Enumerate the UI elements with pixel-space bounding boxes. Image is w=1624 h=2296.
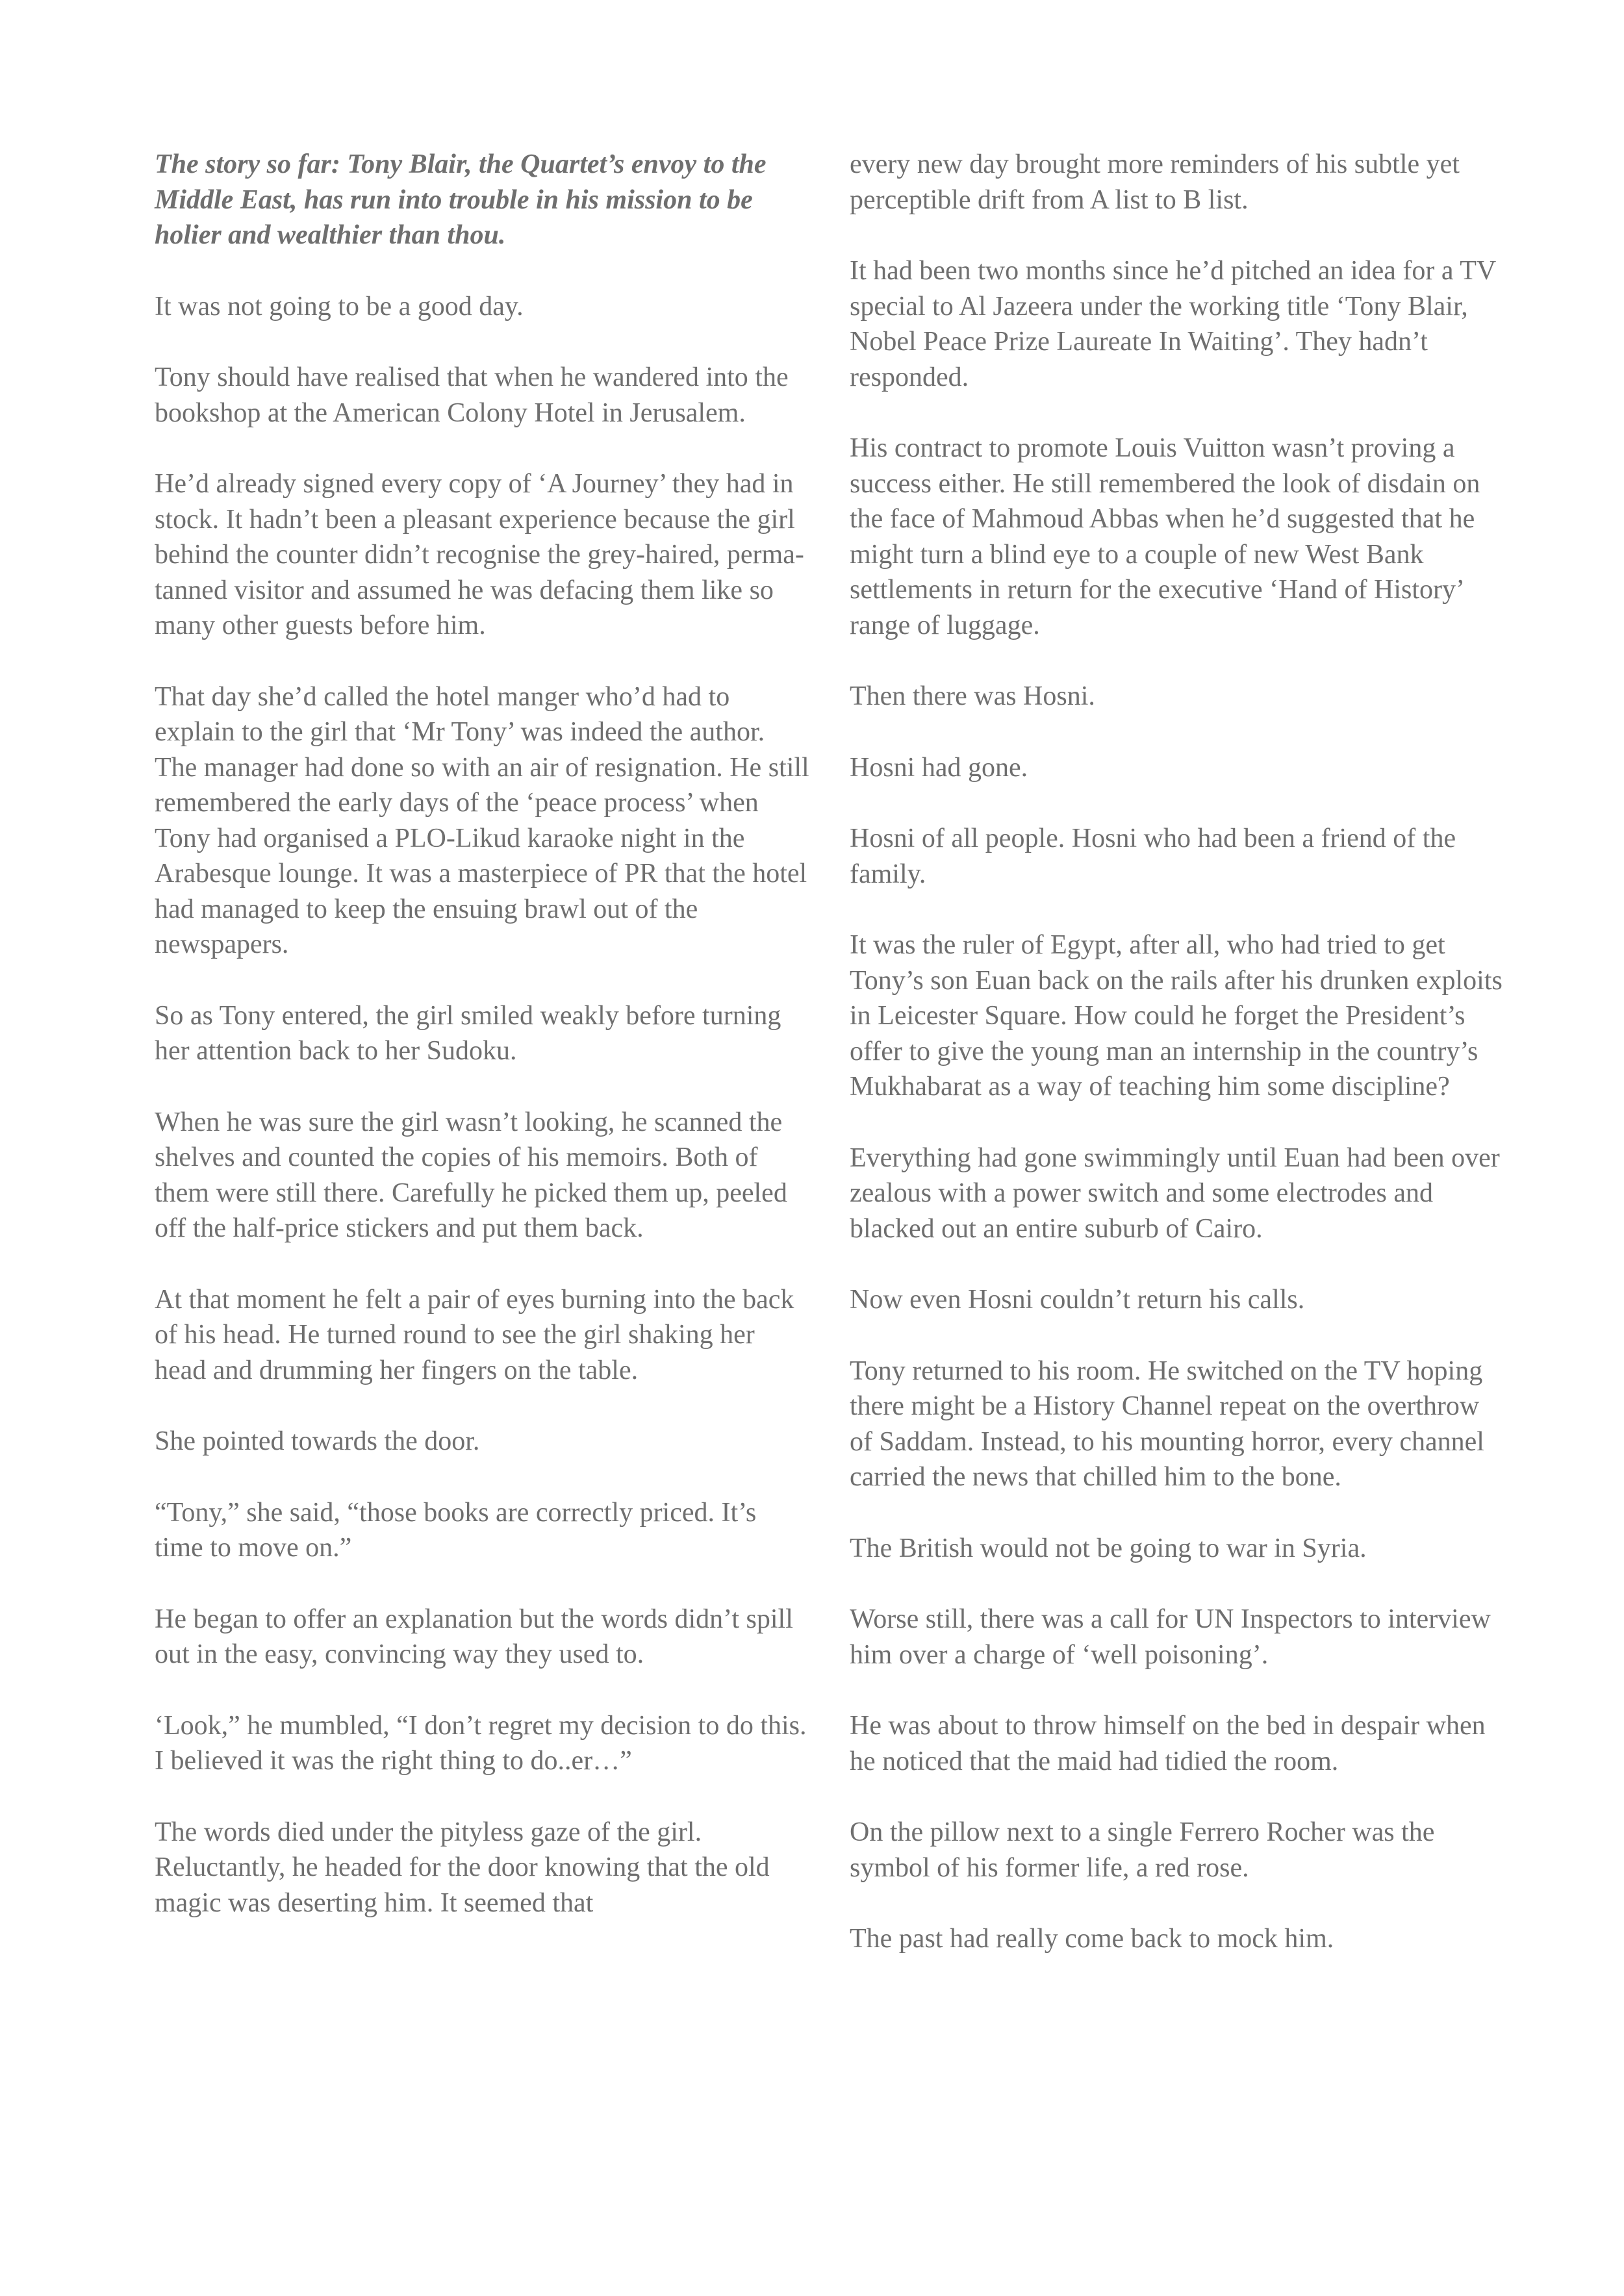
paragraph: Hosni had gone. (850, 752, 1028, 783)
left-column (155, 147, 811, 1921)
paragraph: When he was sure the girl wasn’t looking, he scanned the shelves and counted the copies of his memoirs. Both of them were still there. Carefully he picked them up, peeled off the half-price stickers and put them back. (155, 1107, 787, 1243)
paragraph: He began to offer an explanation but the words didn’t spill out in the easy, convincing way they used to. (155, 1604, 793, 1669)
paragraph: He was about to throw himself on the bed in despair when he noticed that the maid had tidied the room. (850, 1711, 1486, 1776)
paragraph: It was not going to be a good day. (155, 291, 524, 322)
paragraph: He’d already signed every copy of ‘A Journey’ they had in stock. It hadn’t been a pleasant experience because the girl behind the counter didn’t recognise the grey-haired, perma-tanned visitor and assumed he was defacing them like so many other guests before him. (155, 469, 804, 640)
paragraph: The British would not be going to war in Syria. (850, 1533, 1367, 1563)
paragraph: every new day brought more reminders of his subtle yet perceptible drift from A list to B list. (850, 149, 1460, 215)
paragraph: “Tony,” she said, “those books are correctly priced. It’s time to move on.” (155, 1497, 757, 1563)
paragraph: On the pillow next to a single Ferrero Rocher was the symbol of his former life, a red rose. (850, 1817, 1435, 1883)
story-intro: The story so far: Tony Blair, the Quartet’s envoy to the Middle East, has run into trouble in his mission to be holier and wealthier than thou. (155, 149, 767, 250)
paragraph: The words died under the pityless gaze of the girl. Reluctantly, he headed for the door knowing that the old magic was deserting him. It seemed that (155, 1817, 770, 1918)
paragraph: His contract to promote Louis Vuitton wasn’t proving a success either. He still remembered the look of disdain on the face of Mahmoud Abbas when he’d suggested that he might turn a blind eye to a couple of new West Bank settlements in return for the executive ‘Hand of History’ range of luggage. (850, 433, 1480, 640)
right-column (850, 147, 1506, 1957)
paragraph: It was the ruler of Egypt, after all, who had tried to get Tony’s son Euan back on the rails after his drunken exploits in Leicester Square. How could he forget the President’s offer to give the young man an internship in the country’s Mukhabarat as a way of teaching him some discipline? (850, 930, 1503, 1102)
paragraph: Everything had gone swimmingly until Euan had been over zealous with a power switch and some electrodes and blacked out an entire suburb of Cairo. (850, 1142, 1500, 1244)
paragraph: It had been two months since he’d pitched an idea for a TV special to Al Jazeera under the working title ‘Tony Blair, Nobel Peace Prize Laureate In Waiting’. They hadn’t responded. (850, 256, 1496, 392)
paragraph: So as Tony entered, the girl smiled weakly before turning her attention back to her Sudoku. (155, 1000, 781, 1066)
paragraph: Now even Hosni couldn’t return his calls. (850, 1285, 1305, 1315)
paragraph: Then there was Hosni. (850, 681, 1095, 711)
paragraph: ‘Look,” he mumbled, “I don’t regret my decision to do this. I believed it was the right thing to do..er…” (155, 1710, 807, 1776)
paragraph: Tony returned to his room. He switched on the TV hoping there might be a History Channel repeat on the overthrow of Saddam. Instead, to his mounting horror, every channel carried the news that chilled him to the bone. (850, 1356, 1484, 1492)
paragraph: Tony should have realised that when he wandered into the bookshop at the American Colony Hotel in Jerusalem. (155, 362, 789, 428)
paragraph: That day she’d called the hotel manger who’d had to explain to the girl that ‘Mr Tony’ was indeed the author. The manager had done so with an air of resignation. He still remembered the early days of the ‘peace process’ when Tony had organised a PLO-Likud karaoke night in the Arabesque lounge. It was a masterpiece of PR that the hotel had managed to keep the ensuing brawl out of the newspapers. (155, 681, 809, 959)
paragraph: Hosni of all people. Hosni who had been a friend of the family. (850, 824, 1456, 889)
paragraph: She pointed towards the door. (155, 1426, 480, 1456)
paragraph: Worse still, there was a call for UN Inspectors to interview him over a charge of ‘well poisoning’. (850, 1604, 1491, 1670)
paragraph: At that moment he felt a pair of eyes burning into the back of his head. He turned round to see the girl shaking her head and drumming her fingers on the table. (155, 1284, 794, 1385)
paragraph: The past had really come back to mock him. (850, 1924, 1334, 1954)
